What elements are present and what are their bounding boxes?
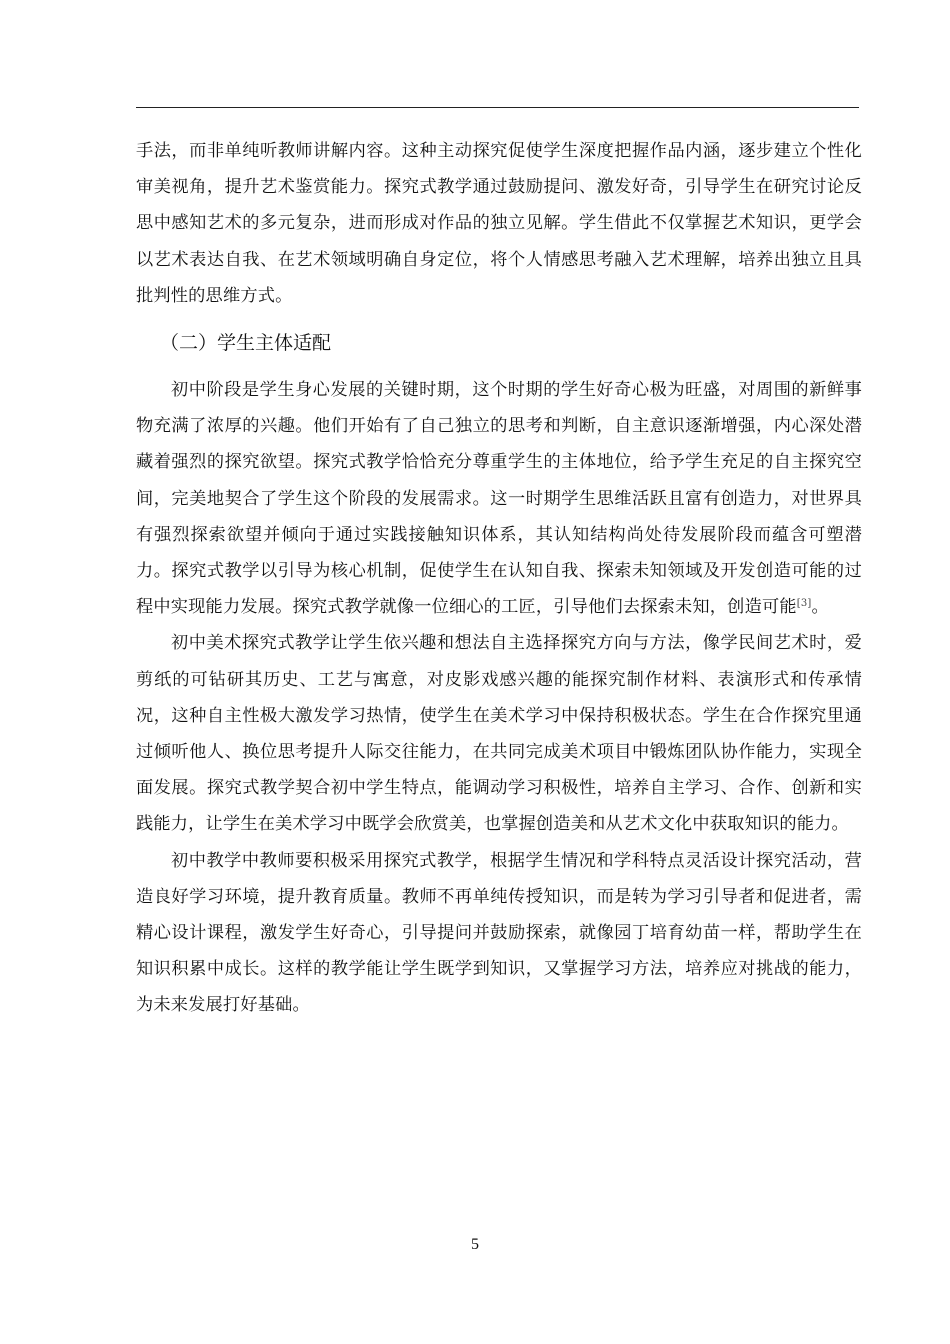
body-paragraph-2: 初中美术探究式教学让学生依兴趣和想法自主选择探究方向与方法，像学民间艺术时，爱剪纸的可钻研其历史、工艺与寓意，对皮影戏感兴趣的能探究制作材料、表演形式和传承情况，这种自主性极大激发学习热情，使学生在美术学习中保持积极状态。学生在合作探究里通过倾听他人、换位思考提升人际交往能力，在共同完成美术项目中锻炼团队协作能力，实现全面发展。探究式教学契合初中学生特点，能调动学习积极性，培养自主学习、合作、创新和实践能力，让学生在美术学习中既学会欣赏美，也掌握创造美和从艺术文化中获取知识的能力。 bbox=[136, 633, 862, 835]
body-paragraph-1 bbox=[136, 372, 862, 625]
citation-reference[interactable]: [3] bbox=[796, 598, 812, 610]
document-body bbox=[136, 133, 862, 1024]
paragraph-tail: 。 bbox=[811, 597, 829, 618]
body-paragraph-3: 初中教学中教师要积极采用探究式教学，根据学生情况和学科特点灵活设计探究活动，营造良好学习环境，提升教育质量。教师不再单纯传授知识，而是转为学习引导者和促进者，需精心设计课程，激发学生好奇心，引导提问并鼓励探索，就像园丁培育幼苗一样，帮助学生在知识积累中成长。这样的教学能让学生既学到知识，又掌握学习方法，培养应对挑战的能力，为未来发展打好基础。 bbox=[136, 850, 862, 1016]
header-rule bbox=[136, 107, 859, 108]
section-heading: （二）学生主体适配 bbox=[160, 332, 332, 355]
paragraph-text: 初中阶段是学生身心发展的关键时期，这个时期的学生好奇心极为旺盛，对周围的新鲜事物充满了浓厚的兴趣。他们开始有了自己独立的思考和判断，自主意识逐渐增强，内心深处潜藏着强烈的探究欲望。探究式教学恰恰充分尊重学生的主体地位，给予学生充足的自主探究空间，完美地契合了学生这个阶段的发展需求。这一时期学生思维活跃且富有创造力，对世界具有强烈探索欲望并倾向于通过实践接触知识体系，其认知结构尚处待发展阶段而蕴含可塑潜力。探究式教学以引导为核心机制，促使学生在认知自我、探索未知领域及开发创造可能的过程中实现能力发展。探究式教学就像一位细心的工匠，引导他们去探索未知，创造可能 bbox=[136, 380, 862, 618]
continued-paragraph: 手法，而非单纯听教师讲解内容。这种主动探究促使学生深度把握作品内涵，逐步建立个性化审美视角，提升艺术鉴赏能力。探究式教学通过鼓励提问、激发好奇，引导学生在研究讨论反思中感知艺术的多元复杂，进而形成对作品的独立见解。学生借此不仅掌握艺术知识，更学会以艺术表达自我、在艺术领域明确自身定位，将个人情感思考融入艺术理解，培养出独立且具批判性的思维方式。 bbox=[136, 141, 862, 306]
page-number: 5 bbox=[471, 1236, 479, 1253]
